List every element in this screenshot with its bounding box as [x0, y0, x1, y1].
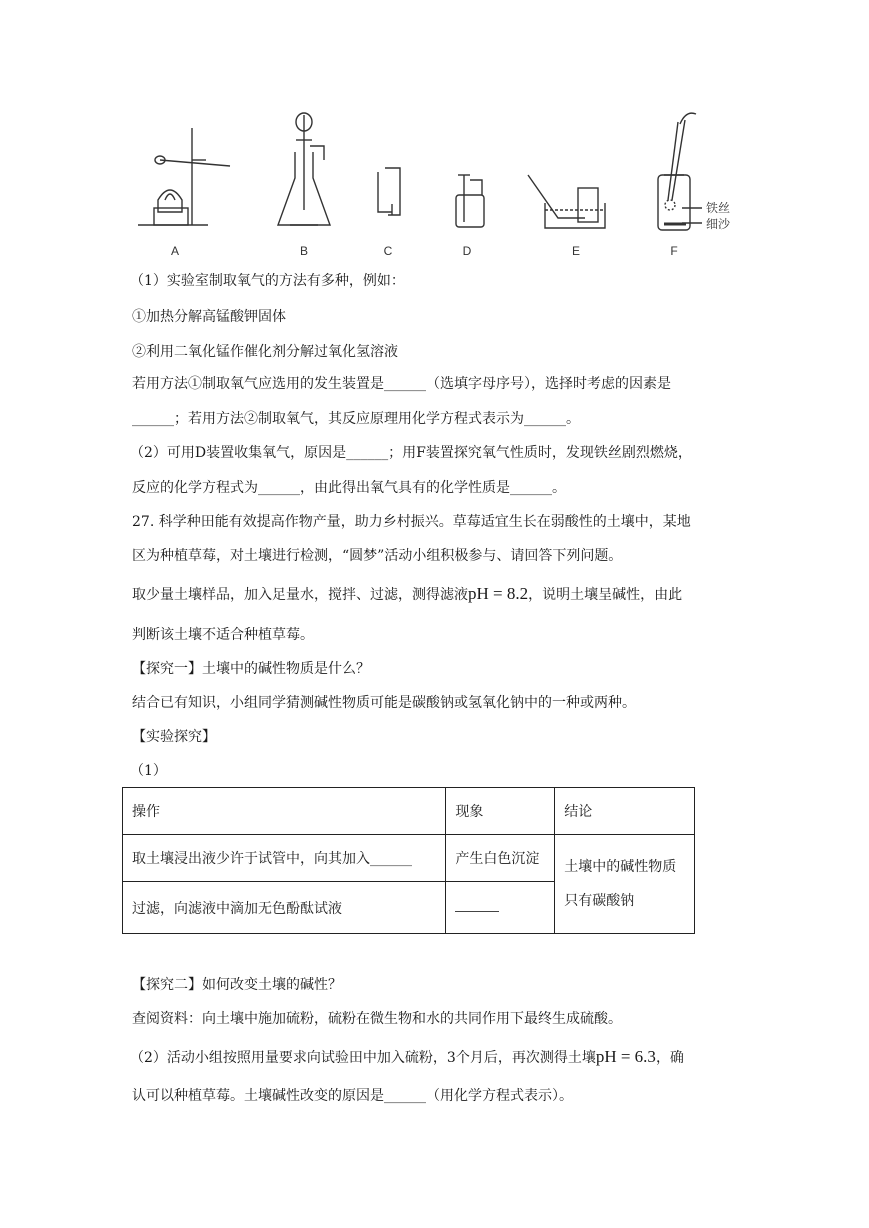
- table-row: [123, 835, 695, 882]
- explore-2-heading: 【探究二】如何改变土壤的碱性？: [132, 977, 342, 993]
- ph-formula-2: pH = 6.3: [595, 1047, 656, 1066]
- experiment-heading: 【实验探究】: [132, 729, 216, 745]
- apparatus-figure: [130, 100, 740, 265]
- q2-line-b: 反应的化学方程式为______，由此得出氧气具有的化学性质是______。: [132, 480, 566, 496]
- answer-blank: [455, 899, 499, 912]
- q2b-post: ，确: [655, 1050, 684, 1066]
- method-2: ②利用二氧化锰作催化剂分解过氧化氢溶液: [132, 344, 398, 360]
- ph-measure-pre: 取少量土壤样品，加入足量水，搅拌、过滤，测得滤液: [132, 587, 468, 603]
- table-header-row: [123, 788, 695, 835]
- label-f: F: [670, 244, 678, 258]
- apparatus-f: [658, 113, 702, 230]
- ph-measure-line: [132, 583, 682, 606]
- row1-phenomenon: 产生白色沉淀: [446, 835, 555, 882]
- apparatus-a: [138, 128, 230, 225]
- apparatus-c: [378, 168, 400, 215]
- ph-conclusion-line: 判断该土壤不适合种植草莓。: [132, 627, 314, 643]
- label-d: D: [462, 244, 472, 258]
- row2-phenomenon: [446, 882, 555, 934]
- explore-2-text: 查阅资料：向土壤中施加硫粉，硫粉在微生物和水的共同作用下最终生成硫酸。: [132, 1011, 622, 1027]
- ph-formula-1: pH = 8.2: [468, 584, 529, 603]
- conclusion-line-1: 土壤中的碱性物质: [564, 859, 677, 875]
- q1-intro: （1）实验室制取氧气的方法有多种，例如：: [130, 273, 405, 289]
- method-1: ①加热分解高锰酸钾固体: [132, 309, 286, 325]
- header-phenomenon: 现象: [446, 788, 555, 835]
- label-c: C: [383, 244, 393, 258]
- row1-operation: 取土壤浸出液少许于试管中，向其加入______: [123, 835, 446, 882]
- experiment-table: [122, 787, 695, 933]
- label-b: B: [299, 244, 309, 258]
- apparatus-e: [528, 175, 605, 228]
- header-conclusion: 结论: [555, 788, 695, 835]
- header-operation: 操作: [123, 788, 446, 835]
- conclusion-line-2: 只有碳酸钠: [564, 893, 635, 909]
- label-fine-sand: 细沙: [706, 217, 731, 231]
- q27-line-a: 27. 科学种田能有效提高作物产量，助力乡村振兴。草莓适宜生长在弱酸性的土壤中，某地: [132, 514, 691, 530]
- q27-line-b: 区为种植草莓，对土壤进行检测，“圆梦”活动小组积极参与、请回答下列问题。: [132, 548, 623, 564]
- q2b-line: [130, 1046, 684, 1069]
- apparatus-d: [456, 175, 484, 227]
- q2b-line-b: 认可以种植草莓。土壤碱性改变的原因是______（用化学方程式表示）。: [132, 1088, 573, 1104]
- apparatus-diagram: [130, 100, 740, 265]
- sub-question-1: （1）: [130, 763, 167, 779]
- q1-line-b: ______；若用方法②制取氧气，其反应原理用化学方程式表示为______。: [132, 411, 580, 427]
- q1-line-a: 若用方法①制取氧气应选用的发生装置是______（选填字母序号），选择时考虑的因素是: [132, 376, 671, 392]
- label-a: A: [170, 244, 180, 258]
- row2-operation: 过滤，向滤液中滴加无色酚酞试液: [123, 882, 446, 934]
- label-e: E: [571, 244, 581, 258]
- explore-1-text: 结合已有知识，小组同学猜测碱性物质可能是碳酸钠或氢氧化钠中的一种或两种。: [132, 695, 636, 711]
- ph-measure-post: ，说明土壤呈碱性，由此: [528, 587, 683, 603]
- label-iron-wire: 铁丝: [706, 201, 731, 215]
- q2b-pre: （2）活动小组按照用量要求向试验田中加入硫粉，3个月后，再次测得土壤: [130, 1050, 596, 1066]
- conclusion-cell: [555, 835, 695, 934]
- explore-1-heading: 【探究一】土壤中的碱性物质是什么？: [132, 661, 370, 677]
- apparatus-b: [278, 113, 330, 225]
- q2-line-a: （2）可用D装置收集氧气，原因是______；用F装置探究氧气性质时，发现铁丝剧烈燃烧，: [130, 445, 692, 461]
